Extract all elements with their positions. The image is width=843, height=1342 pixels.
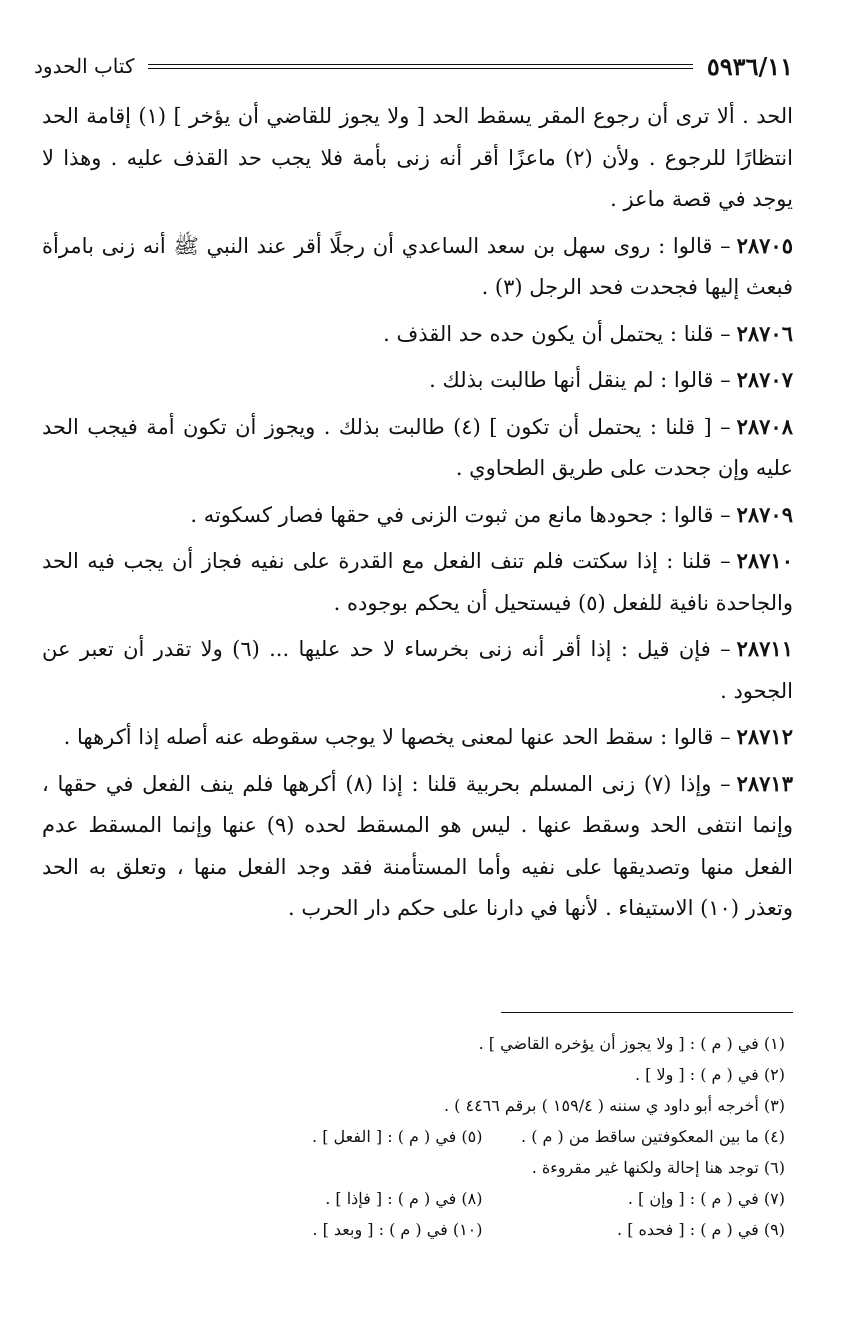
footnote: (٣) أخرجه أبو داود ي سننه ( ١٥٩/٤ ) برقم ٤٤٦٦ ) . — [443, 1096, 785, 1115]
page-header — [34, 46, 793, 86]
paragraph-number: ٢٨٧٠٦ — [736, 320, 793, 346]
paragraph-text: الحد . ألا ترى أن رجوع المقر يسقط الحد [ ولا يجوز للقاضي أن يؤخر ] (١) إقامة الحد انتظارًا للرجوع . ولأن (٢) ماعزًا أقر أنه زنى بأمة فلا يجب حد القذف عليه . وهذا لا يوجد في قصة ماعز . — [42, 104, 794, 211]
paragraph — [42, 716, 793, 759]
footnote-row — [180, 1121, 785, 1152]
paragraph-text: – قلنا : يحتمل أن يكون حده حد القذف . — [383, 321, 731, 346]
book-title: كتاب الحدود — [34, 54, 135, 78]
footnote-row — [180, 1183, 785, 1214]
paragraph-text: – قالوا : روى سهل بن سعد الساعدي أن رجلًا أقر عند النبي ﷺ أنه زنى بامرأة فبعث إليها فجحدت فحد الرجل (٣) . — [42, 233, 793, 299]
footnote-row — [180, 1028, 785, 1059]
paragraph-text: – وإذا (٧) زنى المسلم بحربية قلنا : إذا (٨) أكرهها فلم ينف الفعل في حقها ، وإنما انتفى الحد وسقط عنها . ليس هو المسقط لحده (٩) عنها وإنما المسقط عدم الفعل منها وتصديقها على نفيه وأما المستأمنة فقد وجد الفعل منها ، وتعلق به الحد وتعذر (١٠) الاستيفاء . لأنها في دارنا على حكم دار الحرب . — [42, 771, 794, 920]
paragraph — [42, 763, 793, 930]
footnote: (٦) توجد هنا إحالة ولكنها غير مقروءة . — [531, 1158, 785, 1177]
paragraph-number: ٢٨٧٠٥ — [736, 232, 793, 258]
footnotes — [180, 1028, 785, 1245]
paragraph-number: ٢٨٧١٢ — [736, 724, 793, 749]
footnote: (٤) ما بين المعكوفتين ساقط من ( م ) . — [521, 1127, 785, 1146]
header-rule — [148, 64, 692, 69]
footnote-row — [180, 1090, 785, 1121]
footnote-separator — [501, 1012, 793, 1013]
footnote: (٨) في ( م ) : [ فإذا ] . — [325, 1189, 483, 1208]
footnote-row — [180, 1152, 785, 1183]
page-number: ٥٩٣٦/١١ — [706, 51, 793, 81]
paragraph — [42, 628, 793, 712]
paragraph-number: ٢٨٧٠٩ — [736, 501, 793, 527]
paragraph-text: – فإن قيل : إذا أقر أنه زنى بخرساء لا حد عليها ... (٦) ولا تقدر أن تعبر عن الجحود . — [42, 637, 793, 703]
footnote: (٢) في ( م ) : [ ولا ] . — [634, 1065, 785, 1084]
paragraph — [42, 313, 793, 356]
paragraph — [42, 494, 793, 537]
paragraph — [42, 406, 793, 490]
footnote: (١٠) في ( م ) : [ وبعد ] . — [312, 1220, 483, 1239]
paragraph-number: ٢٨٧١١ — [736, 636, 793, 661]
paragraph — [42, 540, 793, 624]
footnote: (٩) في ( م ) : [ فحده ] . — [617, 1220, 785, 1239]
footnote-row — [180, 1214, 785, 1245]
paragraph — [42, 96, 793, 221]
paragraph — [42, 359, 793, 402]
paragraph-number: ٢٨٧٠٧ — [736, 367, 793, 392]
paragraph-text: – [ قلنا : يحتمل أن تكون ] (٤) طالبت بذلك . ويجوز أن تكون أمة فيجب الحد عليه وإن جحدت على طريق الطحاوي . — [42, 414, 793, 480]
paragraph-number: ٢٨٧٠٨ — [736, 413, 793, 439]
paragraph-text: – قالوا : سقط الحد عنها لمعنى يخصها لا يوجب سقوطه عنه أصله إذا أكرهها . — [63, 725, 731, 749]
paragraph-text: – قلنا : إذا سكتت فلم تنف الفعل مع القدرة على نفيه فجاز أن يجب فيه الحد والجاحدة نافية للفعل (٥) فيستحيل أن يحكم بوجوده . — [42, 549, 793, 615]
paragraph-text: – قالوا : جحودها مانع من ثبوت الزنى في حقها فصار كسكوته . — [190, 502, 731, 527]
paragraph — [42, 225, 793, 309]
footnote-row — [180, 1059, 785, 1090]
footnote: (٧) في ( م ) : [ وإن ] . — [627, 1189, 785, 1208]
footnote: (١) في ( م ) : [ ولا يجوز أن يؤخره القاضي ] . — [478, 1034, 785, 1053]
paragraph-number: ٢٨٧١٣ — [736, 770, 793, 796]
paragraph-number: ٢٨٧١٠ — [736, 548, 793, 573]
main-text — [42, 96, 793, 934]
paragraph-text: – قالوا : لم ينقل أنها طالبت بذلك . — [429, 368, 731, 392]
footnote: (٥) في ( م ) : [ الفعل ] . — [312, 1127, 483, 1146]
